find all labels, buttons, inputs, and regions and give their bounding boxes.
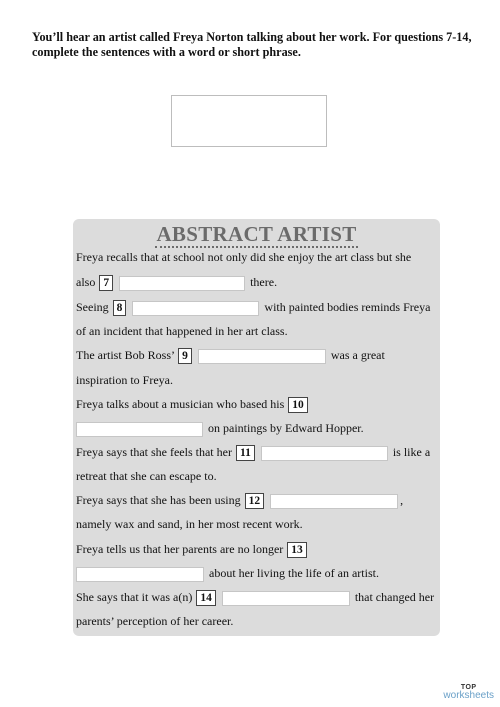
q9-text-line2: inspiration to Freya. xyxy=(76,373,173,387)
q9-text-after: was a great xyxy=(330,348,385,362)
q8-line-1 xyxy=(76,299,430,316)
q8-line-2 xyxy=(76,323,288,339)
q12-answer-field[interactable] xyxy=(270,494,398,509)
q12-line-2 xyxy=(76,516,303,532)
q14-line-2 xyxy=(76,613,233,629)
q10-answer-field[interactable] xyxy=(76,422,203,437)
q11-line-1 xyxy=(76,444,430,461)
topworksheets-logo xyxy=(443,684,494,701)
worksheet-title: ABSTRACT ARTIST xyxy=(156,222,357,246)
q14-text-line2: parents’ perception of her career. xyxy=(76,614,234,628)
q11-line-2 xyxy=(76,468,217,484)
q9-number: 9 xyxy=(178,348,192,364)
q7-answer-field[interactable] xyxy=(119,276,245,291)
q11-answer-field[interactable] xyxy=(261,446,388,461)
q13-text-after: about her living the life of an artist. xyxy=(209,566,379,580)
q13-number: 13 xyxy=(287,542,307,558)
audio-player-box[interactable] xyxy=(171,95,327,147)
q10-text-after: on paintings by Edward Hopper. xyxy=(208,421,364,435)
q13-line-1 xyxy=(76,541,308,558)
q9-answer-field[interactable] xyxy=(198,349,326,364)
q11-number: 11 xyxy=(236,445,255,461)
q12-line-1 xyxy=(76,492,403,509)
q9-line-2 xyxy=(76,372,173,388)
q11-text-line2: retreat that she can escape to. xyxy=(76,469,217,483)
q14-answer-field[interactable] xyxy=(222,591,350,606)
q13-text-before: Freya tells us that her parents are no longer xyxy=(76,542,284,556)
q11-text-before: Freya says that she feels that her xyxy=(76,445,232,459)
q13-line-2 xyxy=(76,565,379,582)
q10-text-before: Freya talks about a musician who based his xyxy=(76,397,285,411)
q11-text-after: is like a xyxy=(392,445,431,459)
q12-text-after: , xyxy=(400,493,404,507)
q10-number: 10 xyxy=(288,397,308,413)
q10-line-2 xyxy=(76,420,364,437)
q14-line-1 xyxy=(76,589,434,606)
logo-top-text: TOP xyxy=(460,684,477,691)
q8-answer-field[interactable] xyxy=(132,301,259,316)
q8-text-after: with painted bodies reminds Freya xyxy=(264,300,431,314)
instructions-text: You’ll hear an artist called Freya Norton talking about her work. For questions 7-14, complete the sentences with a word or short phrase. xyxy=(32,30,472,59)
worksheet-panel xyxy=(73,219,440,636)
q7-line-1 xyxy=(76,249,411,265)
q8-text-line2: of an incident that happened in her art class. xyxy=(76,324,288,338)
q14-text-before: She says that it was a(n) xyxy=(76,590,193,604)
q14-text-after: that changed her xyxy=(354,590,435,604)
q8-number: 8 xyxy=(113,300,127,316)
q7-text-before: also xyxy=(76,275,96,289)
q9-text-before: The artist Bob Ross’ xyxy=(76,348,175,362)
q12-number: 12 xyxy=(245,493,265,509)
q12-text-before: Freya says that she has been using xyxy=(76,493,241,507)
q7-line-2 xyxy=(76,274,277,291)
q7-text-start: Freya recalls that at school not only did she enjoy the art class but she xyxy=(76,250,412,264)
q14-number: 14 xyxy=(196,590,216,606)
q12-text-line2: namely wax and sand, in her most recent work. xyxy=(76,517,303,531)
q13-answer-field[interactable] xyxy=(76,567,204,582)
q8-text-before: Seeing xyxy=(76,300,109,314)
q7-number: 7 xyxy=(99,275,113,291)
q7-text-after: there. xyxy=(250,275,278,289)
q9-line-1 xyxy=(76,347,385,364)
logo-bottom-text: worksheets xyxy=(443,690,494,701)
q10-line-1 xyxy=(76,396,309,413)
